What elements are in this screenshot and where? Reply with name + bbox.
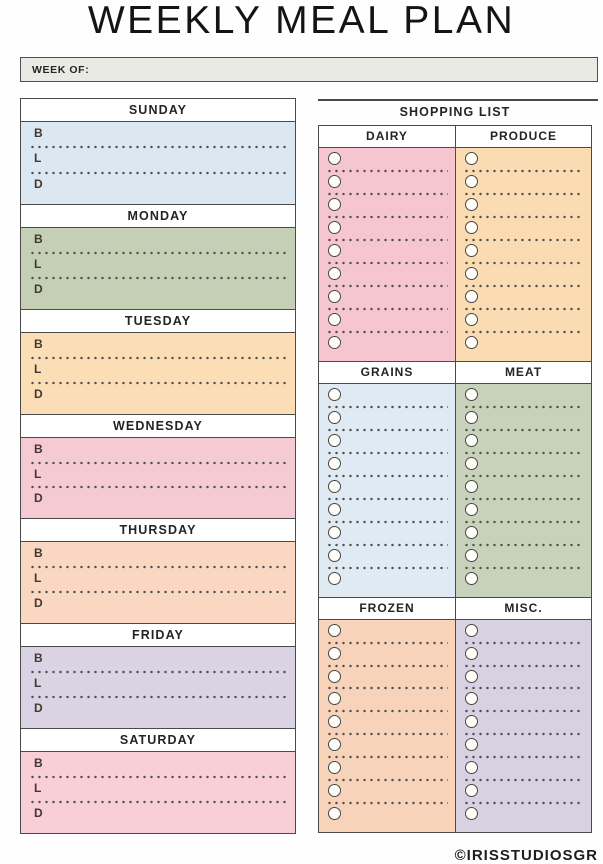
- checkbox-circle-icon[interactable]: [328, 526, 341, 539]
- checkbox-circle-icon[interactable]: [465, 572, 478, 585]
- meal-row-breakfast[interactable]: [28, 754, 288, 779]
- day-body: [21, 542, 295, 623]
- category-body: [319, 620, 455, 832]
- day-header: FRIDAY: [21, 623, 295, 647]
- dotted-write-line: [463, 215, 584, 219]
- day-block: [21, 309, 295, 414]
- shopping-item-row[interactable]: [462, 433, 585, 456]
- dotted-write-line: [463, 451, 584, 455]
- shopping-item-row[interactable]: [462, 289, 585, 312]
- checkbox-circle-icon[interactable]: [328, 624, 341, 637]
- checkbox-circle-icon[interactable]: [328, 411, 341, 424]
- shopping-item-row[interactable]: [325, 410, 449, 433]
- dotted-write-line: [326, 664, 448, 668]
- meal-row-lunch[interactable]: [28, 779, 288, 804]
- shopping-item-row[interactable]: [462, 335, 585, 358]
- dotted-write-line: [463, 686, 584, 690]
- day-header: WEDNESDAY: [21, 414, 295, 438]
- checkbox-circle-icon[interactable]: [465, 198, 478, 211]
- shopping-item-row[interactable]: [462, 737, 585, 760]
- dotted-write-line: [463, 641, 584, 645]
- meal-label-dinner: D: [34, 701, 43, 716]
- dotted-write-line: [463, 307, 584, 311]
- checkbox-circle-icon[interactable]: [328, 738, 341, 751]
- checkbox-circle-icon[interactable]: [328, 572, 341, 585]
- checkbox-circle-icon[interactable]: [328, 221, 341, 234]
- dotted-write-line: [463, 543, 584, 547]
- dotted-write-line: [463, 566, 584, 570]
- shopping-item-row[interactable]: [462, 456, 585, 479]
- shopping-item-row[interactable]: [325, 783, 449, 806]
- shopping-item-row[interactable]: [325, 669, 449, 692]
- category-header: MISC.: [456, 598, 591, 620]
- shopping-list-top-rule: [318, 99, 598, 101]
- checkbox-circle-icon[interactable]: [465, 761, 478, 774]
- checkbox-circle-icon[interactable]: [465, 175, 478, 188]
- day-body: [21, 333, 295, 414]
- day-block: [21, 728, 295, 833]
- dotted-write-line: [326, 732, 448, 736]
- shopping-item-row[interactable]: [462, 760, 585, 783]
- meal-label-lunch: L: [34, 361, 42, 376]
- day-body: [21, 122, 295, 204]
- dotted-write-line: [463, 192, 584, 196]
- dotted-write-line: [326, 261, 448, 265]
- checkbox-circle-icon[interactable]: [465, 503, 478, 516]
- dotted-write-line: [463, 238, 584, 242]
- meal-label-lunch: L: [34, 151, 42, 166]
- shopping-item-row[interactable]: [462, 548, 585, 571]
- shopping-item-row[interactable]: [325, 387, 449, 410]
- meal-label-lunch: L: [34, 256, 42, 271]
- meal-row-lunch[interactable]: [28, 149, 288, 174]
- checkbox-circle-icon[interactable]: [328, 434, 341, 447]
- shopping-item-row[interactable]: [462, 502, 585, 525]
- meal-label-lunch: L: [34, 571, 42, 586]
- checkbox-circle-icon[interactable]: [328, 715, 341, 728]
- shopping-item-row[interactable]: [462, 525, 585, 548]
- week-of-label: WEEK OF:: [32, 63, 90, 76]
- shopping-item-row[interactable]: [325, 456, 449, 479]
- shopping-item-row[interactable]: [325, 525, 449, 548]
- dotted-write-line: [326, 428, 448, 432]
- category-body: [319, 148, 455, 361]
- meal-row-breakfast[interactable]: [28, 230, 288, 255]
- day-block: [21, 204, 295, 309]
- shopping-item-row[interactable]: [325, 479, 449, 502]
- checkbox-circle-icon[interactable]: [465, 670, 478, 683]
- shopping-item-row[interactable]: [325, 433, 449, 456]
- day-block: [21, 518, 295, 623]
- meal-label-breakfast: B: [34, 756, 43, 771]
- meal-label-dinner: D: [34, 176, 43, 191]
- checkbox-circle-icon[interactable]: [328, 267, 341, 280]
- dotted-write-line: [463, 330, 584, 334]
- checkbox-circle-icon[interactable]: [465, 152, 478, 165]
- meal-label-breakfast: B: [34, 441, 43, 456]
- shopping-item-row[interactable]: [325, 243, 449, 266]
- category-header: DAIRY: [319, 126, 455, 148]
- checkbox-circle-icon[interactable]: [465, 411, 478, 424]
- dotted-write-line: [463, 428, 584, 432]
- category-cell: [319, 126, 455, 361]
- checkbox-circle-icon[interactable]: [328, 290, 341, 303]
- shopping-item-row[interactable]: [325, 502, 449, 525]
- meal-row-dinner[interactable]: [28, 804, 288, 829]
- checkbox-circle-icon[interactable]: [328, 175, 341, 188]
- checkbox-circle-icon[interactable]: [328, 244, 341, 257]
- checkbox-circle-icon[interactable]: [465, 784, 478, 797]
- category-header: MEAT: [456, 362, 591, 384]
- meal-row-dinner[interactable]: [28, 699, 288, 724]
- dotted-write-line: [326, 405, 448, 409]
- dotted-write-line: [326, 497, 448, 501]
- dotted-write-line: [463, 497, 584, 501]
- shopping-item-row[interactable]: [462, 691, 585, 714]
- dotted-write-line: [463, 755, 584, 759]
- shopping-item-row[interactable]: [325, 571, 449, 594]
- meal-row-lunch[interactable]: [28, 569, 288, 594]
- shopping-item-row[interactable]: [325, 174, 449, 197]
- category-body: [456, 384, 591, 596]
- category-cell: [455, 126, 591, 361]
- category-cell: [455, 361, 591, 596]
- meal-label-dinner: D: [34, 596, 43, 611]
- credit-text: ©IRISSTUDIOSGR: [454, 847, 598, 864]
- meal-row-dinner[interactable]: [28, 385, 288, 410]
- meal-row-lunch[interactable]: [28, 674, 288, 699]
- checkbox-circle-icon[interactable]: [328, 647, 341, 660]
- day-header: TUESDAY: [21, 309, 295, 333]
- checkbox-circle-icon[interactable]: [465, 807, 478, 820]
- checkbox-circle-icon[interactable]: [465, 526, 478, 539]
- meal-row-dinner[interactable]: [28, 594, 288, 619]
- shopping-item-row[interactable]: [462, 151, 585, 174]
- checkbox-circle-icon[interactable]: [328, 670, 341, 683]
- meal-label-breakfast: B: [34, 126, 43, 140]
- shopping-item-row[interactable]: [325, 806, 449, 829]
- checkbox-circle-icon[interactable]: [465, 267, 478, 280]
- day-block: [21, 623, 295, 728]
- category-header: GRAINS: [319, 362, 455, 384]
- category-body: [456, 148, 591, 361]
- meal-row-lunch[interactable]: [28, 465, 288, 490]
- dotted-write-line: [463, 520, 584, 524]
- checkbox-circle-icon[interactable]: [465, 290, 478, 303]
- checkbox-circle-icon[interactable]: [328, 388, 341, 401]
- dotted-write-line: [326, 215, 448, 219]
- dotted-write-line: [326, 238, 448, 242]
- category-cell: [455, 597, 591, 832]
- shopping-item-row[interactable]: [325, 151, 449, 174]
- dotted-write-line: [326, 778, 448, 782]
- dotted-write-line: [463, 284, 584, 288]
- meal-label-lunch: L: [34, 466, 42, 481]
- checkbox-circle-icon[interactable]: [465, 336, 478, 349]
- meal-row-breakfast[interactable]: [28, 649, 288, 674]
- checkbox-circle-icon[interactable]: [328, 784, 341, 797]
- dotted-write-line: [326, 330, 448, 334]
- dotted-write-line: [326, 709, 448, 713]
- shopping-item-row[interactable]: [325, 691, 449, 714]
- checkbox-circle-icon[interactable]: [328, 336, 341, 349]
- category-body: [319, 384, 455, 596]
- shopping-item-row[interactable]: [462, 714, 585, 737]
- dotted-write-line: [463, 709, 584, 713]
- category-body: [456, 620, 591, 832]
- shopping-item-row[interactable]: [462, 479, 585, 502]
- shopping-item-row[interactable]: [462, 220, 585, 243]
- day-header: MONDAY: [21, 204, 295, 228]
- shopping-item-row[interactable]: [462, 623, 585, 646]
- dotted-write-line: [326, 520, 448, 524]
- dotted-write-line: [463, 732, 584, 736]
- meal-row-dinner[interactable]: [28, 175, 288, 200]
- checkbox-circle-icon[interactable]: [465, 244, 478, 257]
- checkbox-circle-icon[interactable]: [465, 692, 478, 705]
- category-cell: [319, 361, 455, 596]
- dotted-write-line: [326, 566, 448, 570]
- shopping-item-row[interactable]: [462, 571, 585, 594]
- shopping-item-row[interactable]: [325, 737, 449, 760]
- day-block: [21, 99, 295, 204]
- checkbox-circle-icon[interactable]: [465, 624, 478, 637]
- meal-row-lunch[interactable]: [28, 255, 288, 280]
- meal-label-dinner: D: [34, 386, 43, 401]
- shopping-item-row[interactable]: [462, 243, 585, 266]
- shopping-item-row[interactable]: [462, 197, 585, 220]
- shopping-item-row[interactable]: [325, 266, 449, 289]
- meal-row-lunch[interactable]: [28, 360, 288, 385]
- meal-row-dinner[interactable]: [28, 280, 288, 305]
- checkbox-circle-icon[interactable]: [328, 692, 341, 705]
- checkbox-circle-icon[interactable]: [465, 549, 478, 562]
- dotted-write-line: [463, 169, 584, 173]
- shopping-item-row[interactable]: [462, 312, 585, 335]
- checkbox-circle-icon[interactable]: [465, 221, 478, 234]
- category-cell: [319, 597, 455, 832]
- page-title: WEEKLY MEAL PLAN: [87, 0, 516, 42]
- dotted-write-line: [326, 307, 448, 311]
- checkbox-circle-icon[interactable]: [465, 313, 478, 326]
- checkbox-circle-icon[interactable]: [328, 313, 341, 326]
- checkbox-circle-icon[interactable]: [328, 807, 341, 820]
- dotted-write-line: [326, 686, 448, 690]
- checkbox-circle-icon[interactable]: [328, 152, 341, 165]
- dotted-write-line: [463, 801, 584, 805]
- meal-label-dinner: D: [34, 806, 43, 821]
- meal-label-lunch: L: [34, 781, 42, 796]
- category-header: PRODUCE: [456, 126, 591, 148]
- shopping-item-row[interactable]: [462, 174, 585, 197]
- shopping-list-grid: [318, 125, 592, 833]
- meal-plan-panel: [20, 98, 296, 834]
- dotted-write-line: [326, 474, 448, 478]
- dotted-write-line: [326, 192, 448, 196]
- meal-label-lunch: L: [34, 676, 42, 691]
- day-header: SATURDAY: [21, 728, 295, 752]
- checkbox-circle-icon[interactable]: [465, 388, 478, 401]
- checkbox-circle-icon[interactable]: [328, 761, 341, 774]
- dotted-write-line: [326, 169, 448, 173]
- dotted-write-line: [463, 405, 584, 409]
- checkbox-circle-icon[interactable]: [328, 549, 341, 562]
- dotted-write-line: [463, 474, 584, 478]
- shopping-item-row[interactable]: [462, 266, 585, 289]
- day-body: [21, 752, 295, 833]
- shopping-item-row[interactable]: [462, 669, 585, 692]
- checkbox-circle-icon[interactable]: [328, 503, 341, 516]
- day-header: SUNDAY: [21, 99, 295, 122]
- dotted-write-line: [463, 664, 584, 668]
- meal-label-breakfast: B: [34, 651, 43, 666]
- shopping-item-row[interactable]: [325, 623, 449, 646]
- meal-row-breakfast[interactable]: [28, 335, 288, 360]
- checkbox-circle-icon[interactable]: [465, 738, 478, 751]
- checkbox-circle-icon[interactable]: [465, 434, 478, 447]
- checkbox-circle-icon[interactable]: [328, 198, 341, 211]
- shopping-item-row[interactable]: [325, 760, 449, 783]
- day-body: [21, 438, 295, 519]
- shopping-list-title: SHOPPING LIST: [399, 105, 511, 119]
- meal-label-breakfast: B: [34, 231, 43, 246]
- shopping-item-row[interactable]: [325, 714, 449, 737]
- shopping-item-row[interactable]: [325, 335, 449, 358]
- day-block: [21, 414, 295, 519]
- category-header: FROZEN: [319, 598, 455, 620]
- shopping-item-row[interactable]: [325, 220, 449, 243]
- shopping-item-row[interactable]: [462, 806, 585, 829]
- checkbox-circle-icon[interactable]: [465, 457, 478, 470]
- shopping-item-row[interactable]: [325, 312, 449, 335]
- dotted-write-line: [326, 801, 448, 805]
- checkbox-circle-icon[interactable]: [328, 480, 341, 493]
- meal-label-breakfast: B: [34, 546, 43, 561]
- shopping-item-row[interactable]: [325, 289, 449, 312]
- dotted-write-line: [463, 261, 584, 265]
- dotted-write-line: [326, 755, 448, 759]
- day-body: [21, 228, 295, 309]
- dotted-write-line: [326, 284, 448, 288]
- shopping-item-row[interactable]: [325, 646, 449, 669]
- checkbox-circle-icon[interactable]: [328, 457, 341, 470]
- meal-row-breakfast[interactable]: [28, 440, 288, 465]
- week-of-field[interactable]: [20, 57, 598, 82]
- shopping-item-row[interactable]: [325, 197, 449, 220]
- shopping-item-row[interactable]: [462, 783, 585, 806]
- dotted-write-line: [326, 451, 448, 455]
- checkbox-circle-icon[interactable]: [465, 647, 478, 660]
- dotted-write-line: [326, 543, 448, 547]
- checkbox-circle-icon[interactable]: [465, 480, 478, 493]
- shopping-item-row[interactable]: [462, 646, 585, 669]
- shopping-item-row[interactable]: [325, 548, 449, 571]
- meal-row-dinner[interactable]: [28, 489, 288, 514]
- meal-label-breakfast: B: [34, 336, 43, 351]
- shopping-item-row[interactable]: [462, 387, 585, 410]
- shopping-item-row[interactable]: [462, 410, 585, 433]
- dotted-write-line: [463, 778, 584, 782]
- meal-label-dinner: D: [34, 491, 43, 506]
- dotted-write-line: [326, 641, 448, 645]
- meal-row-breakfast[interactable]: [28, 544, 288, 569]
- checkbox-circle-icon[interactable]: [465, 715, 478, 728]
- meal-row-breakfast[interactable]: [28, 124, 288, 149]
- day-header: THURSDAY: [21, 518, 295, 542]
- day-body: [21, 647, 295, 728]
- meal-label-dinner: D: [34, 281, 43, 296]
